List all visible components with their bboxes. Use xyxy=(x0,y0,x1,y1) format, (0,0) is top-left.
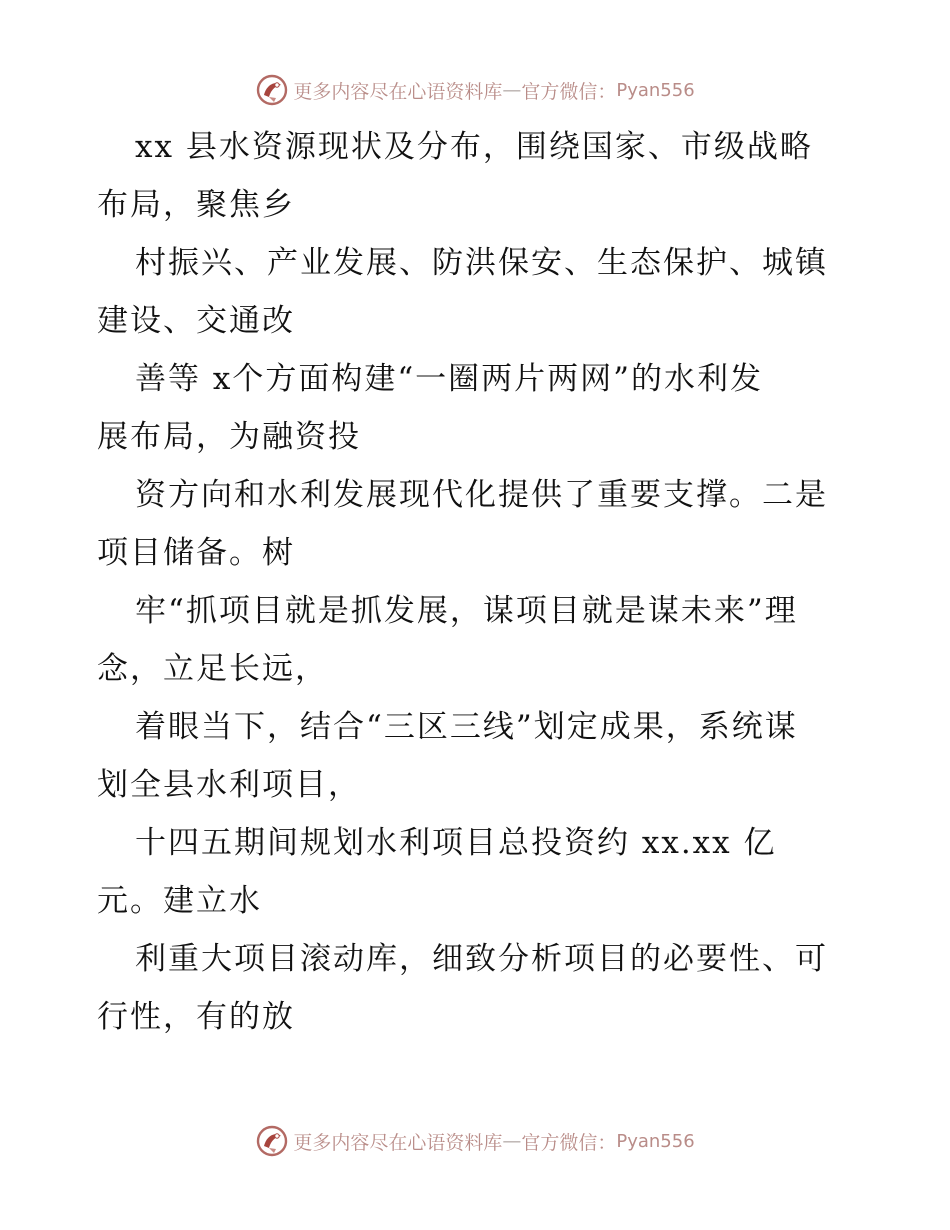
text-line-3: 村振兴、产业发展、防洪保安、生态保护、城镇 xyxy=(135,245,828,281)
watermark-wechat-id: Pyan556 xyxy=(616,79,695,101)
watermark-separator: — xyxy=(502,1130,522,1152)
text-line-8: 项目储备。树 xyxy=(97,535,295,571)
text-line-10: 念，立足长远， xyxy=(97,651,328,687)
watermark-site-text: 更多内容尽在心语资料库 xyxy=(293,1131,503,1154)
text-line-11: 着眼当下，结合“三区三线”划定成果，系统谋 xyxy=(135,709,798,745)
text-line-9: 牢“抓项目就是抓发展，谋项目就是谋未来”理 xyxy=(135,593,798,629)
text-line-7: 资方向和水利发展现代化提供了重要支撑。二是 xyxy=(135,477,828,513)
text-line-12: 划全县水利项目， xyxy=(97,767,361,803)
text-line-14: 元。建立水 xyxy=(97,883,262,919)
text-line-13: 十四五期间规划水利项目总投资约 xx.xx 亿 xyxy=(135,825,777,861)
text-line-6: 展布局，为融资投 xyxy=(97,419,361,455)
ribbon-logo-icon xyxy=(255,73,289,107)
watermark-site-text: 更多内容尽在心语资料库 xyxy=(293,80,503,103)
ribbon-logo-icon xyxy=(255,1124,289,1158)
text-line-5: 善等 x个方面构建“一圈两片两网”的水利发 xyxy=(135,361,764,397)
text-line-16: 行性，有的放 xyxy=(97,999,295,1035)
watermark-separator: — xyxy=(502,79,522,101)
watermark-wechat-label: 官方微信： xyxy=(521,80,617,103)
text-line-2: 布局，聚焦乡 xyxy=(97,187,295,223)
text-line-1: xx 县水资源现状及分布，围绕国家、市级战略 xyxy=(135,129,813,165)
watermark-wechat-id: Pyan556 xyxy=(616,1130,695,1152)
header-watermark xyxy=(0,70,950,110)
watermark-wechat-label: 官方微信： xyxy=(521,1131,617,1154)
footer-watermark xyxy=(0,1121,950,1161)
text-line-15: 利重大项目滚动库，细致分析项目的必要性、可 xyxy=(135,941,828,977)
text-line-4: 建设、交通改 xyxy=(97,303,295,339)
